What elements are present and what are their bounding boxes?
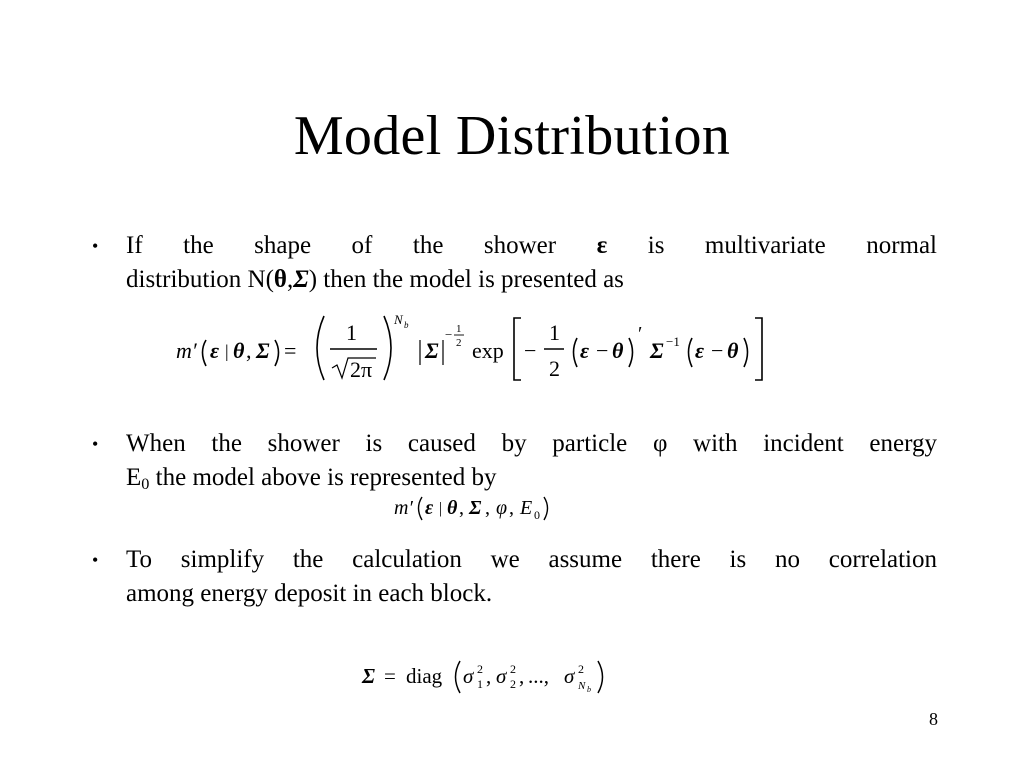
eq1-equals: = [284,338,297,363]
eq1-theta-3: θ [727,338,739,363]
eq1-exp-minus: − [445,327,453,342]
eq2-comma-2: , [485,497,490,519]
bullet-marker: • [92,236,99,256]
bullet-3 [92,543,937,611]
eq3-sub-N: N [578,680,586,692]
eq2-m: m′ [394,497,413,519]
eq1-half-den: 2 [549,356,560,381]
eq1-sigma-2: Σ [650,338,664,363]
bullet-1 [92,229,938,297]
bullet-3-line-1: To simplify the calculation we assume there is no correlation [126,546,937,573]
eq1-half-num: 1 [549,320,560,345]
bullet-2-line-1: When the shower is caused by particle φ with incident energy [126,430,937,457]
eq3-sup-N: 2 [578,662,584,676]
equation-model-density [172,310,772,390]
eq2-comma-3: , [509,497,514,519]
eq1-eps-3: ε [695,338,705,363]
eq1-minus-2: − [596,338,609,363]
eq1-abs-sigma: Σ [425,338,439,363]
eq1-minus-3: − [711,338,724,363]
eq1-inverse: −1 [666,334,680,349]
bullet-1-line-1: If the shape of the shower ε is multivariate normal [126,232,938,259]
eq1-theta: θ [233,338,245,363]
eq2-theta: θ [447,497,458,519]
bullet-marker: • [92,550,99,570]
bullet-2 [92,427,937,495]
eq1-sqrt-arg: 2π [350,357,373,382]
bullet-1-line-2: distribution N(θ,Σ) then the model is presented as [126,266,624,293]
eq3-sigma-N: σ [564,664,575,688]
bullet-marker: • [92,434,99,454]
eq1-transpose: ′ [638,323,643,345]
page-number: 8 [929,709,938,729]
eq1-sigma: Σ [256,338,270,363]
equation-conditional-model [392,489,582,525]
eq1-eps: ε [210,338,220,363]
eq1-exponent: N [394,312,403,327]
eq1-comma: , [246,338,252,363]
eq1-bar: | [225,341,229,361]
eq2-bar: | [439,500,443,517]
eq3-diag: diag [406,664,443,688]
eq2-phi: φ [496,497,508,519]
eq2-comma-1: , [459,497,464,519]
equation-diagonal-covariance [360,655,640,699]
sigma-symbol: Σ [293,266,309,293]
epsilon-symbol: ε [596,232,608,259]
eq1-eps-2: ε [580,338,590,363]
eq3-sup-2: 2 [510,662,516,676]
eq1-neg-half-den: 2 [456,337,462,349]
eq3-sup-1: 2 [477,662,483,676]
eq2-E: E [520,497,533,519]
eq3-equals: = [384,664,396,688]
slide-title: Model Distribution [293,105,731,167]
eq2-eps: ε [425,497,434,519]
theta-symbol: θ [273,266,287,293]
eq3-sigma-1: σ [463,664,474,688]
eq3-sigma-2: σ [496,664,507,688]
eq1-exp: exp [472,338,504,363]
eq2-sigma: Σ [469,497,482,519]
eq3-dots: ..., [528,664,549,688]
svg-text:,: , [519,664,525,688]
bullet-2-line-2: $E_0$ the model above is represented by [126,464,497,494]
eq3-sigma: Σ [362,664,376,688]
eq2-E-sub: 0 [534,508,540,522]
eq1-minus: − [524,338,537,363]
eq3-sub-1: 1 [477,677,483,691]
eq3-sub-2: 2 [510,677,516,691]
eq1-one: 1 [346,320,357,345]
eq3-sub-N-b: b [587,685,591,694]
bullet-3-line-2: among energy deposit in each block. [126,580,493,607]
eq1-theta-2: θ [612,338,624,363]
svg-text:,: , [486,664,492,688]
eq1-neg-half-num: 1 [456,323,462,335]
eq1-m: m′ [176,338,197,363]
eq1-exponent-sub: b [404,320,409,330]
